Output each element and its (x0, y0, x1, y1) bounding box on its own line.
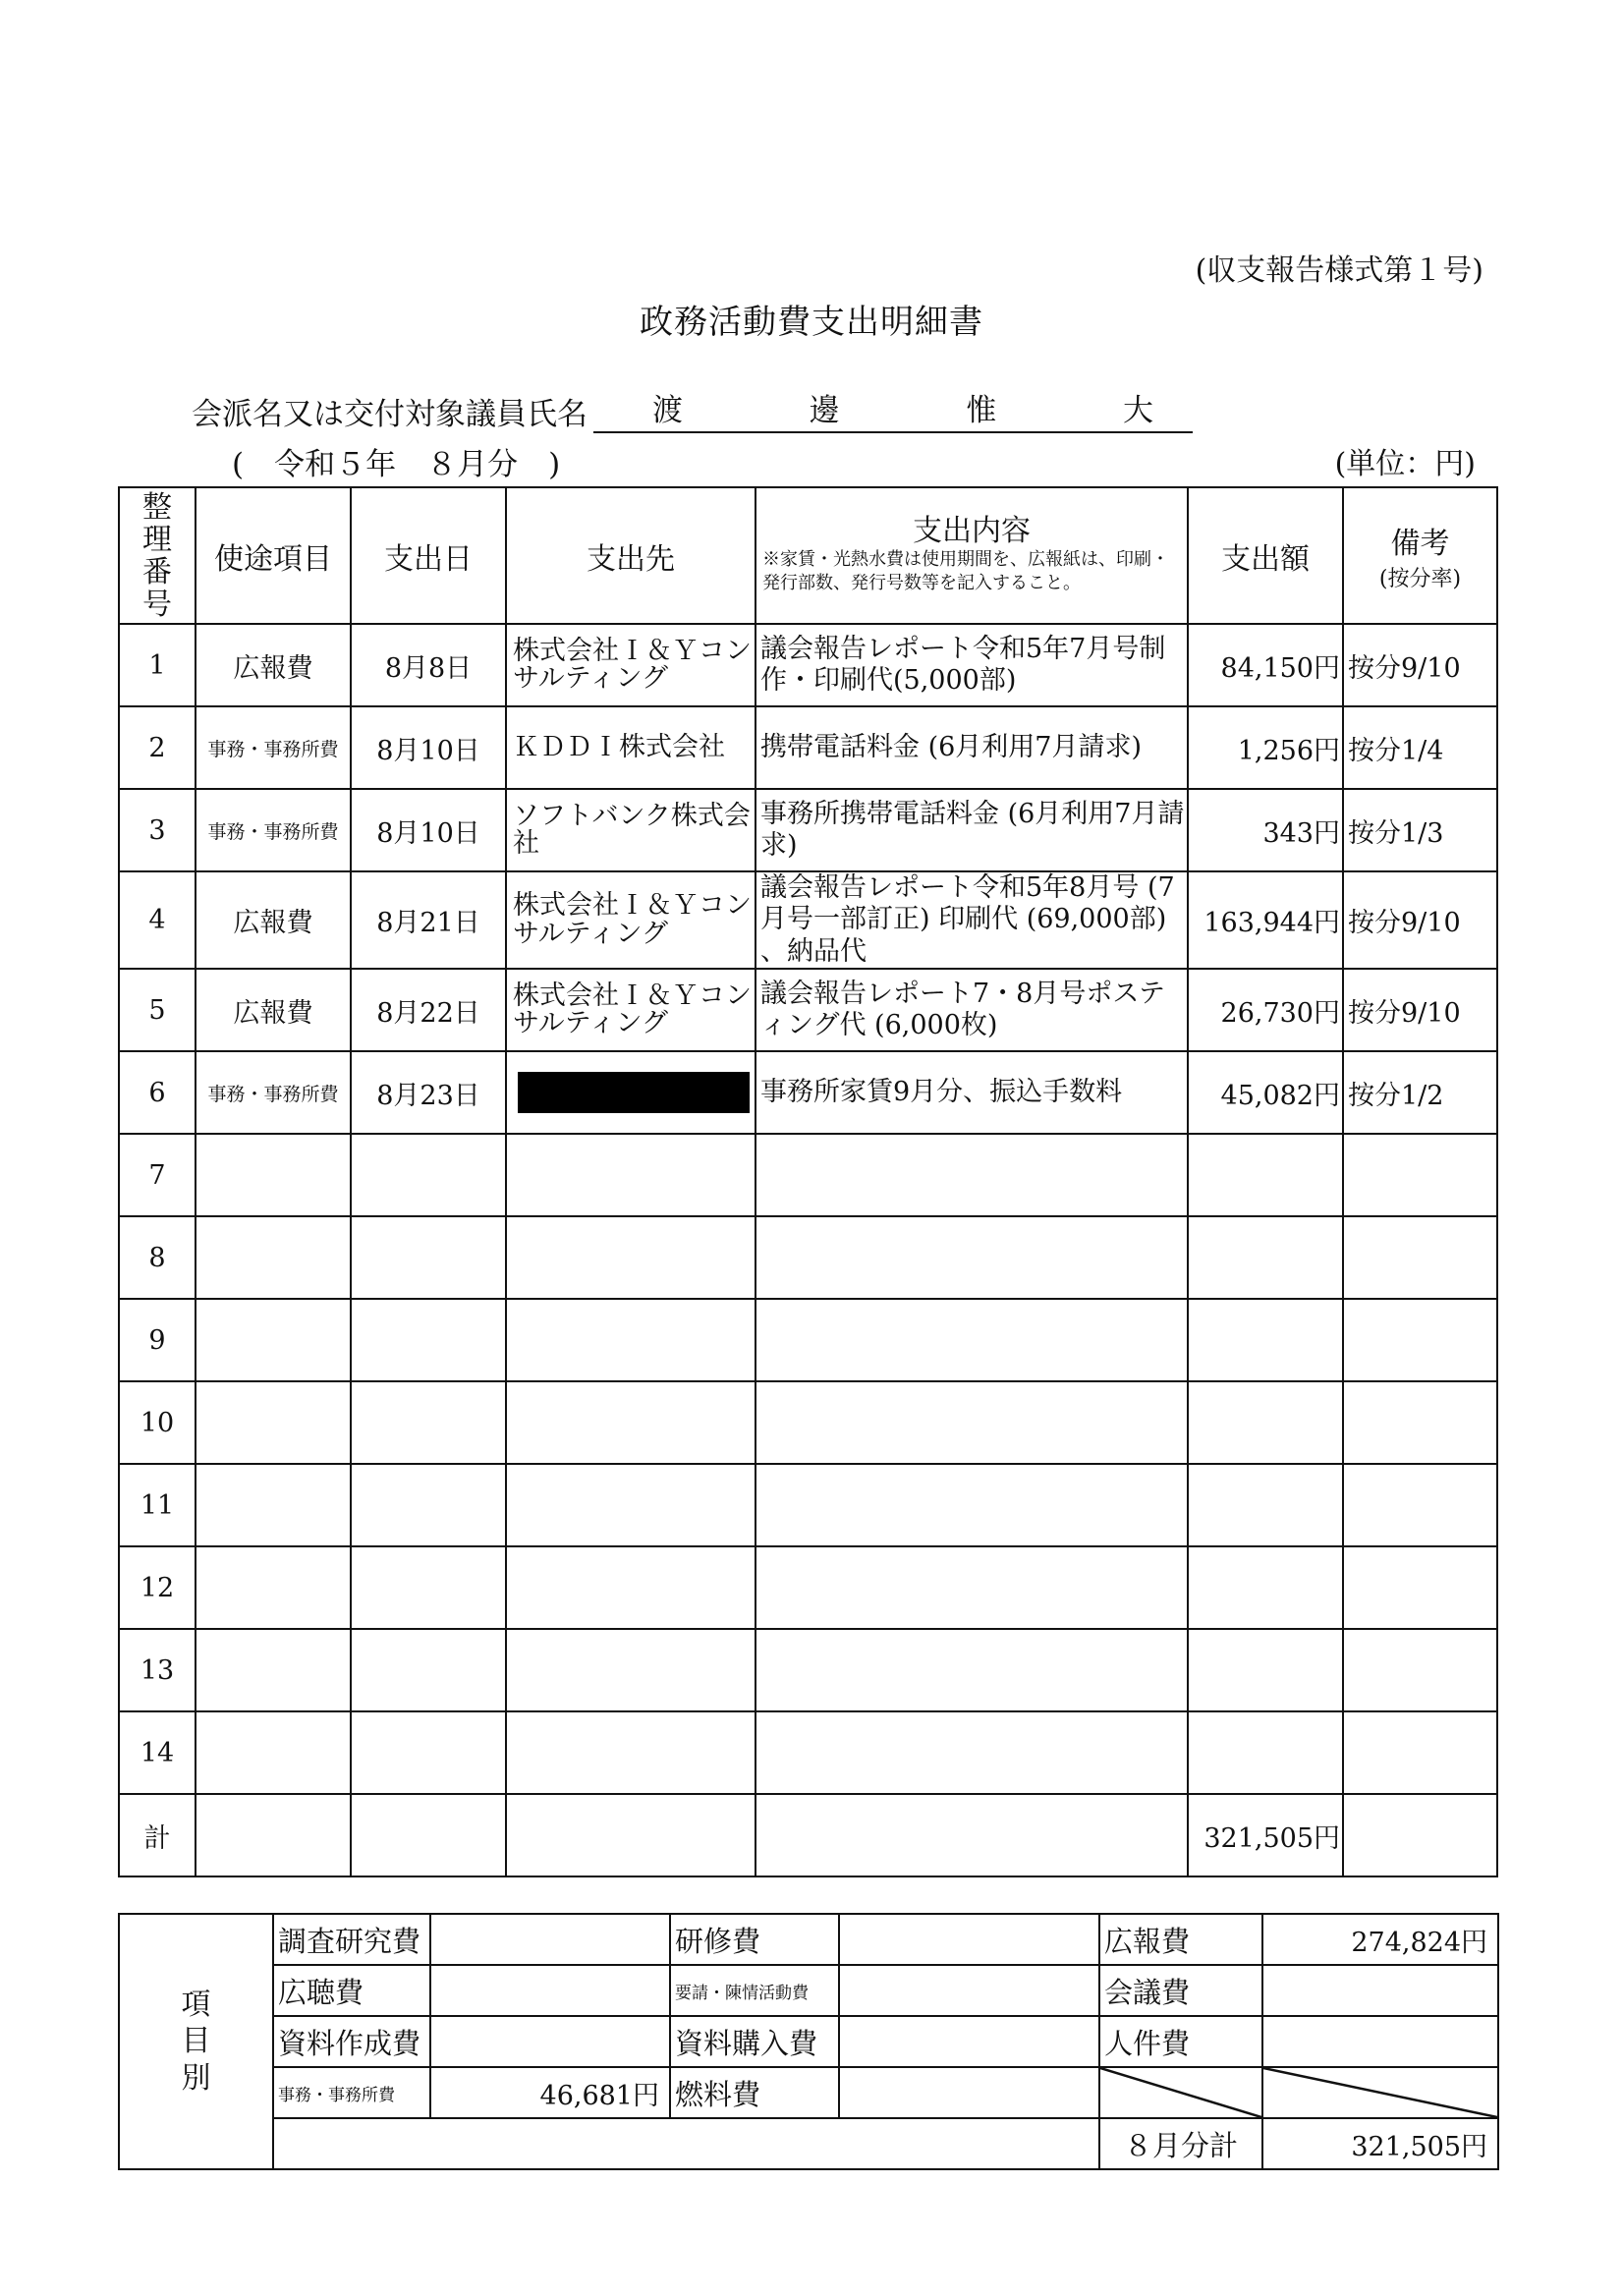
row-payee (506, 1216, 756, 1299)
header-date: 支出日 (351, 487, 506, 624)
cat-materials-making-label: 資料作成費 (273, 2016, 430, 2067)
total-amount: 321,505円 (1188, 1794, 1343, 1876)
table-header-row (119, 487, 1497, 624)
row-payee (506, 1134, 756, 1216)
name-char: 邊 (809, 393, 840, 428)
table-row (119, 789, 1497, 871)
row-content: 事務所携帯電話料金 (6月利用7月請求) (756, 789, 1188, 871)
row-date (351, 1299, 506, 1381)
row-note (1343, 1216, 1497, 1299)
row-no: 1 (119, 624, 196, 706)
category-row (119, 1914, 1498, 1965)
cat-petition-amount (839, 1965, 1099, 2016)
row-date (351, 1546, 506, 1629)
row-payee: 株式会社Ｉ＆Ｙコンサルティング (506, 871, 756, 969)
cat-meeting-label: 会議費 (1099, 1965, 1262, 2016)
header-note-title: 備考 (1390, 527, 1450, 561)
header-note (1343, 487, 1497, 624)
row-use: 広報費 (196, 969, 351, 1051)
cat-fuel-amount (839, 2067, 1099, 2118)
row-date (351, 1629, 506, 1711)
row-payee: 株式会社Ｉ＆Ｙコンサルティング (506, 624, 756, 706)
cat-materials-making-amount (430, 2016, 670, 2067)
row-no: 8 (119, 1216, 196, 1299)
name-char: 大 (1122, 393, 1153, 428)
category-total-row (119, 2118, 1498, 2169)
table-row (119, 1051, 1497, 1134)
cat-materials-purchase-amount (839, 2016, 1099, 2067)
row-no: 4 (119, 871, 196, 969)
period: ( 令和５年 ８月分 ) (232, 447, 561, 482)
row-date (351, 1216, 506, 1299)
row-use: 事務・事務所費 (196, 1051, 351, 1134)
category-row (119, 2016, 1498, 2067)
table-row (119, 1711, 1497, 1794)
row-use (196, 1546, 351, 1629)
row-note: 按分9/10 (1343, 969, 1497, 1051)
row-amount: 45,082円 (1188, 1051, 1343, 1134)
row-payee: 株式会社Ｉ＆Ｙコンサルティング (506, 969, 756, 1051)
row-amount (1188, 1134, 1343, 1216)
row-use (196, 1629, 351, 1711)
redaction-bar (518, 1072, 750, 1113)
row-date: 8月10日 (351, 789, 506, 871)
table-row (119, 1134, 1497, 1216)
total-blank (756, 1794, 1188, 1876)
row-amount (1188, 1216, 1343, 1299)
cat-petition-label: 要請・陳情活動費 (670, 1965, 839, 2016)
row-use (196, 1134, 351, 1216)
row-note (1343, 1629, 1497, 1711)
row-payee (506, 1299, 756, 1381)
row-amount: 1,256円 (1188, 706, 1343, 789)
cat-hearing-amount (430, 1965, 670, 2016)
name-row (192, 385, 1193, 433)
row-payee (506, 1546, 756, 1629)
table-row (119, 1381, 1497, 1464)
name-label: 会派名又は交付対象議員氏名 (192, 397, 588, 432)
row-amount (1188, 1464, 1343, 1546)
row-no: 9 (119, 1299, 196, 1381)
row-content (756, 1299, 1188, 1381)
total-label: 計 (119, 1794, 196, 1876)
row-no: 2 (119, 706, 196, 789)
table-row (119, 624, 1497, 706)
row-content: 議会報告レポート令和5年7月号制作・印刷代(5,000部) (756, 624, 1188, 706)
row-use (196, 1299, 351, 1381)
row-date (351, 1381, 506, 1464)
row-use: 広報費 (196, 624, 351, 706)
row-no: 10 (119, 1381, 196, 1464)
cat-office-label: 事務・事務所費 (273, 2067, 430, 2118)
total-blank (196, 1794, 351, 1876)
cat-materials-purchase-label: 資料購入費 (670, 2016, 839, 2067)
table-row (119, 969, 1497, 1051)
form-number: (収支報告様式第１号) (1195, 253, 1483, 288)
row-payee (506, 1464, 756, 1546)
header-note-sub: (按分率) (1378, 567, 1462, 591)
header-content-note: ※家賃・光熱水費は使用期間を、広報紙は、印刷・発行部数、発行号数等を記入すること。 (762, 549, 1169, 593)
row-date (351, 1134, 506, 1216)
row-payee: ＫＤＤＩ株式会社 (506, 706, 756, 789)
row-content: 携帯電話料金 (6月利用7月請求) (756, 706, 1188, 789)
row-payee (506, 1711, 756, 1794)
row-note (1343, 1381, 1497, 1464)
row-date: 8月8日 (351, 624, 506, 706)
table-row (119, 1216, 1497, 1299)
total-row (119, 1794, 1497, 1876)
total-blank (351, 1794, 506, 1876)
row-content: 議会報告レポート7・8月号ポスティング代 (6,000枚) (756, 969, 1188, 1051)
category-side-label: 項 目 別 (119, 1914, 273, 2169)
category-total-blank (273, 2118, 1099, 2169)
row-content (756, 1546, 1188, 1629)
row-note: 按分1/2 (1343, 1051, 1497, 1134)
row-no: 13 (119, 1629, 196, 1711)
header-no: 整理番号 (119, 487, 196, 624)
row-amount (1188, 1629, 1343, 1711)
row-date: 8月21日 (351, 871, 506, 969)
cat-research-amount (430, 1914, 670, 1965)
row-no: 6 (119, 1051, 196, 1134)
row-use: 事務・事務所費 (196, 789, 351, 871)
cat-fuel-label: 燃料費 (670, 2067, 839, 2118)
row-date: 8月23日 (351, 1051, 506, 1134)
table-row (119, 1299, 1497, 1381)
row-amount (1188, 1299, 1343, 1381)
cat-hearing-label: 広聴費 (273, 1965, 430, 2016)
row-content (756, 1711, 1188, 1794)
header-content (756, 487, 1188, 624)
table-row (119, 706, 1497, 789)
row-note (1343, 1711, 1497, 1794)
row-date: 8月22日 (351, 969, 506, 1051)
row-use: 事務・事務所費 (196, 706, 351, 789)
cat-personnel-label: 人件費 (1099, 2016, 1262, 2067)
row-amount: 343円 (1188, 789, 1343, 871)
header-use: 使途項目 (196, 487, 351, 624)
row-note (1343, 1134, 1497, 1216)
header-payee: 支出先 (506, 487, 756, 624)
row-amount: 84,150円 (1188, 624, 1343, 706)
header-amount: 支出額 (1188, 487, 1343, 624)
member-name (593, 385, 1193, 433)
total-blank (506, 1794, 756, 1876)
row-no: 11 (119, 1464, 196, 1546)
cat-pr-label: 広報費 (1099, 1914, 1262, 1965)
row-note: 按分1/4 (1343, 706, 1497, 789)
document-title: 政務活動費支出明細書 (640, 303, 983, 342)
month-total-amount: 321,505円 (1262, 2118, 1498, 2169)
row-content (756, 1629, 1188, 1711)
cat-meeting-amount (1262, 1965, 1498, 2016)
row-use (196, 1711, 351, 1794)
row-no: 7 (119, 1134, 196, 1216)
row-note: 按分9/10 (1343, 624, 1497, 706)
row-use: 広報費 (196, 871, 351, 969)
row-payee (506, 1629, 756, 1711)
cat-training-amount (839, 1914, 1099, 1965)
row-content: 事務所家賃9月分、振込手数料 (756, 1051, 1188, 1134)
row-content (756, 1216, 1188, 1299)
cat-research-label: 調査研究費 (273, 1914, 430, 1965)
header-content-title: 支出内容 (913, 514, 1031, 549)
name-char: 惟 (966, 393, 997, 428)
unit-label: (単位：円) (1334, 447, 1476, 481)
row-payee (506, 1051, 756, 1134)
row-note: 按分1/3 (1343, 789, 1497, 871)
row-content (756, 1464, 1188, 1546)
row-payee: ソフトバンク株式会社 (506, 789, 756, 871)
row-date (351, 1711, 506, 1794)
category-row (119, 1965, 1498, 2016)
table-row (119, 1464, 1497, 1546)
table-row (119, 1546, 1497, 1629)
cat-pr-amount: 274,824円 (1262, 1914, 1498, 1965)
cat-office-amount: 46,681円 (430, 2067, 670, 2118)
category-row (119, 2067, 1498, 2118)
row-amount: 163,944円 (1188, 871, 1343, 969)
row-note (1343, 1464, 1497, 1546)
total-blank (1343, 1794, 1497, 1876)
row-amount (1188, 1711, 1343, 1794)
table-row (119, 871, 1497, 969)
row-no: 14 (119, 1711, 196, 1794)
row-note (1343, 1546, 1497, 1629)
row-use (196, 1381, 351, 1464)
row-amount (1188, 1381, 1343, 1464)
month-total-label: ８月分計 (1099, 2118, 1262, 2169)
row-date (351, 1464, 506, 1546)
diagonal-strike-cell (1262, 2067, 1498, 2118)
row-content: 議会報告レポート令和5年8月号 (7月号一部訂正) 印刷代 (69,000部) 、納品代 (756, 871, 1188, 969)
row-no: 3 (119, 789, 196, 871)
cat-training-label: 研修費 (670, 1914, 839, 1965)
row-no: 5 (119, 969, 196, 1051)
row-amount (1188, 1546, 1343, 1629)
row-use (196, 1464, 351, 1546)
row-note (1343, 1299, 1497, 1381)
row-amount: 26,730円 (1188, 969, 1343, 1051)
row-note: 按分9/10 (1343, 871, 1497, 969)
row-date: 8月10日 (351, 706, 506, 789)
cat-personnel-amount (1262, 2016, 1498, 2067)
row-use (196, 1216, 351, 1299)
expense-table (118, 486, 1498, 1877)
row-content (756, 1134, 1188, 1216)
name-char: 渡 (652, 393, 683, 428)
row-content (756, 1381, 1188, 1464)
table-row (119, 1629, 1497, 1711)
diagonal-strike-cell (1099, 2067, 1262, 2118)
row-payee (506, 1381, 756, 1464)
category-summary-table (118, 1913, 1499, 2170)
row-no: 12 (119, 1546, 196, 1629)
